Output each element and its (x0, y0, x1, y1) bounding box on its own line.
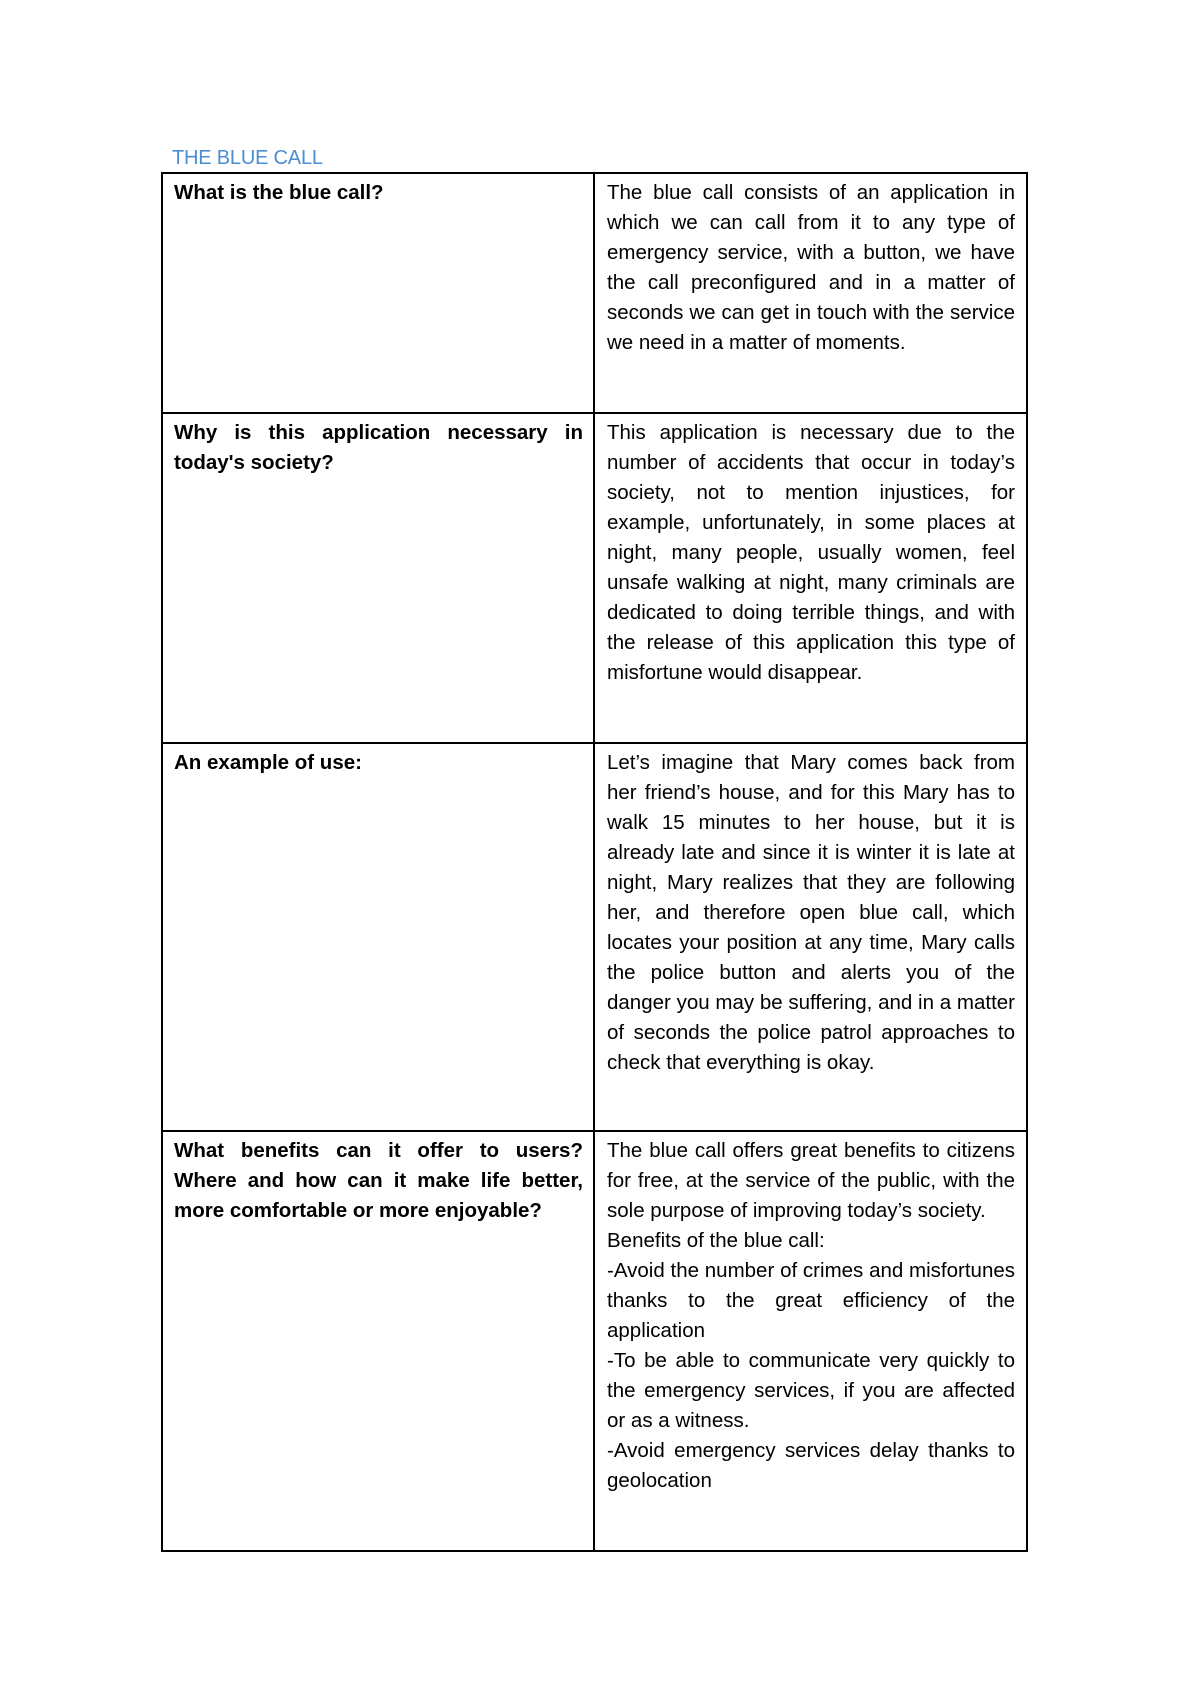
table-row (162, 1131, 1027, 1551)
answer-cell (594, 743, 1027, 1131)
table-row (162, 743, 1027, 1131)
question-cell: What benefits can it offer to users? Where and how can it make life better, more comfortable or more enjoyable? (162, 1131, 594, 1551)
answer-paragraph: -To be able to communicate very quickly to the emergency services, if you are affected or as a witness. (607, 1349, 1015, 1432)
answer-cell (594, 173, 1027, 413)
table-row (162, 413, 1027, 743)
answer-paragraph: This application is necessary due to the number of accidents that occur in today’s society, not to mention injustices, for example, unfortunately, in some places at night, many people, usually women, feel unsafe walking at night, many criminals are dedicated to doing terrible things, and with the release of this application this type of misfortune would disappear. (607, 421, 1015, 684)
table-row (162, 173, 1027, 413)
answer-paragraph: -Avoid the number of crimes and misfortunes thanks to the great efficiency of the application (607, 1259, 1015, 1342)
answer-cell (594, 413, 1027, 743)
qa-table (161, 172, 1028, 1552)
answer-cell (594, 1131, 1027, 1551)
answer-paragraph: The blue call consists of an application in which we can call from it to any type of emergency service, with a button, we have the call preconfigured and in a matter of seconds we can get in touch with the service we need in a matter of moments. (607, 181, 1015, 354)
question-cell: What is the blue call? (162, 173, 594, 413)
document-title: THE BLUE CALL (172, 147, 323, 169)
answer-paragraph: The blue call offers great benefits to citizens for free, at the service of the public, with the sole purpose of improving today’s society. (607, 1139, 1015, 1222)
question-cell: Why is this application necessary in today's society? (162, 413, 594, 743)
answer-paragraph: Let’s imagine that Mary comes back from her friend’s house, and for this Mary has to walk 15 minutes to her house, but it is already late and since it is winter it is late at night, Mary realizes that they are following her, and therefore open blue call, which locates your position at any time, Mary calls the police button and alerts you of the danger you may be suffering, and in a matter of seconds the police patrol approaches to check that everything is okay. (607, 751, 1015, 1074)
answer-paragraph: Benefits of the blue call: (607, 1229, 825, 1252)
answer-paragraph: -Avoid emergency services delay thanks to geolocation (607, 1439, 1015, 1492)
question-cell: An example of use: (162, 743, 594, 1131)
